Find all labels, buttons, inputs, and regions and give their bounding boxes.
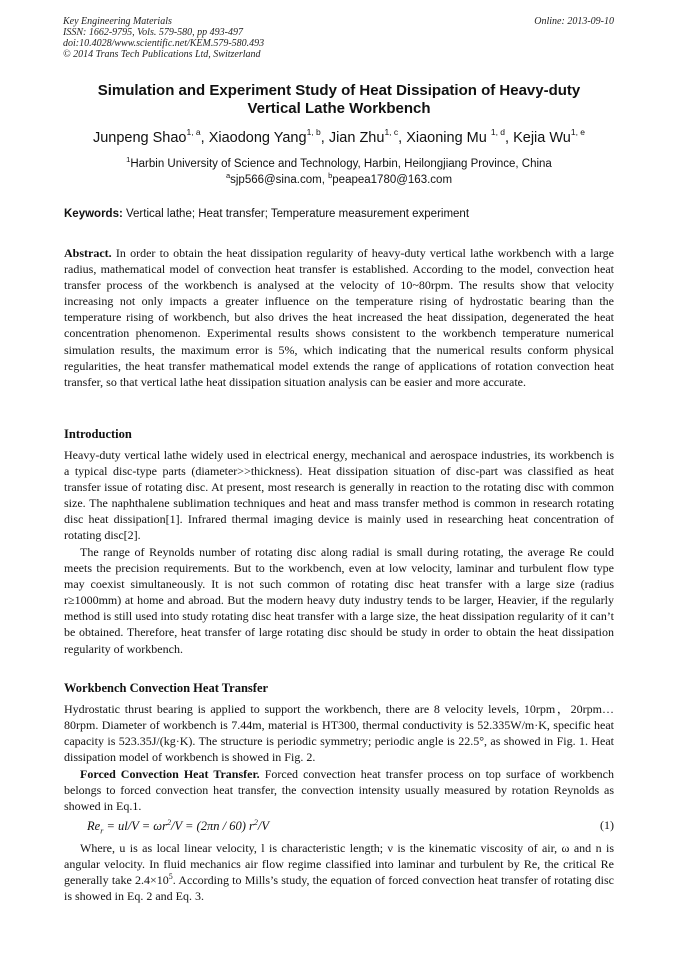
title-line-1: Simulation and Experiment Study of Heat Dissipation of Heavy-duty [97, 82, 581, 99]
copyright-line: © 2014 Trans Tech Publications Ltd, Switzerland [63, 49, 261, 60]
abstract-label: Abstract. [64, 246, 112, 260]
workbench-paragraph-3-text-b: . According to Mills’s study, the equation of forced convection heat transfer of rotating disc is showed in Eq. 2 and Eq. 3. [64, 873, 614, 904]
eq-part-3: /V [257, 819, 269, 834]
section-heading-introduction: Introduction [64, 427, 132, 441]
keywords [64, 208, 469, 220]
affiliation-text: Harbin University of Science and Technology, Harbin, Heilongjiang Province, China [130, 158, 552, 170]
email-a: sjp566@sina.com, [230, 174, 329, 186]
workbench-paragraph-2 [64, 766, 614, 814]
equation-number: (1) [600, 818, 614, 832]
doi-line: doi:10.4028/www.scientific.net/KEM.579-580.493 [63, 38, 265, 49]
workbench-paragraph-2-text: Forced convection heat transfer process on top surface of workbench belongs to forced convection heat transfer, the convection intensity usually measured by rotation Reynolds as showed in Eq.1. [64, 767, 615, 814]
issn-line: ISSN: 1662-9795, Vols. 579-580, pp 493-497 [63, 27, 243, 38]
author-sep: , [505, 130, 514, 146]
intro-paragraph-2-text: The range of Reynolds number of rotating disc along radial is small during rotating, the average Re could meets the precision requirements. But to the workbench, even at low velocity, laminar and turbulent flow type may coexist simultaneously. It is not such common of rotating disc heat transfer with a large size (radius r≥1000mm) at home and abroad. But the modern heavy duty industry tends to be larger, Heavier, if the regularly method is still used into study rotating disc heat transfer with a large size, the heat dissipation regularity of it can’t be obtained. Therefore, heat transfer of large rotating disc should be study in order to obtain the heat dissipation regularity of workbench. [64, 545, 614, 656]
keywords-text: Vertical lathe; Heat transfer; Temperature measurement experiment [122, 208, 470, 220]
affiliation [40, 157, 638, 171]
workbench-paragraph-1: Hydrostatic thrust bearing is applied to support the workbench, there are 8 velocity levels, 10rpm，20rpm…80rpm. Diameter of workbench is 7.44m, material is HT300, thermal conductivity is 52.335W/m·K, specific heat capacity is 523.35J/(kg·K). The structure is periodic symmetry; periodic angle is 22.5°, as showed in Fig. 1. Heat dissipation model of workbench is showed in Fig. 2. [64, 702, 614, 765]
subsection-label: Forced Convection Heat Transfer. [80, 767, 260, 781]
abstract-text: In order to obtain the heat dissipation regularity of heavy-duty vertical lathe workbench with a large radius, mathematical model of convection heat transfer is established. According to the model, convection heat transfer process of the workbench is analysed at the velocity of 10~80rpm. The results show that velocity increasing not only impacts a greater influence on the temperature rising of hydrostatic bearing than the temperature rising of workbench, but also drives the heat increased the heat dissipation, degenerated the heat concentration phenomenon. Experimental results shows consistent to the workbench temperature numerical simulation results, the maximum error is 5%, which indicating that the numerical results conform physical regularities, the heat transfer mathematical model extends the range of applications of rotation convection heat transfer, so that vertical lathe heat dissipation situation analysis can be easier and more accurate. [64, 246, 614, 389]
affiliation-number: 1 [126, 155, 131, 164]
keywords-label: Keywords: [64, 208, 123, 220]
online-date: Online: 2013-09-10 [534, 16, 614, 27]
author-affil: 1, a [186, 127, 201, 137]
author-sep: , [200, 130, 209, 146]
section-heading-workbench: Workbench Convection Heat Transfer [64, 681, 269, 695]
abstract [64, 245, 614, 390]
intro-paragraph-2 [64, 544, 614, 657]
eq-lhs-sub: r [100, 826, 104, 836]
author-sep: , [398, 130, 407, 146]
workbench-paragraph-3-text-a: Where, u is as local linear velocity, l is characteristic length; ν is the kinematic viscosity of air, ω and n is angular velocity. In fluid mechanics air flow regime classified into laminar and turbulent by Re, the critical Re generally take 2.4×10 [64, 841, 614, 888]
eq-part-2: /V = (2πn / 60) r [170, 819, 254, 834]
eq-sup-1: 2 [166, 818, 171, 827]
author-name: Jian Zhu [328, 130, 385, 146]
author-affil: 1, c [384, 127, 399, 137]
title-line-2: Vertical Lathe Workbench [247, 100, 431, 117]
author-name: Xiaodong Yang [208, 130, 307, 146]
workbench-paragraph-3 [64, 840, 614, 904]
author-name: Kejia Wu [513, 130, 571, 146]
eq-part-1: = ul/V = ωr [103, 819, 167, 834]
journal-name: Key Engineering Materials [63, 16, 172, 27]
author-name: Junpeng Shao [92, 130, 187, 146]
author-name: Xiaoning Mu [406, 130, 491, 146]
author-affil: 1, d [490, 127, 506, 137]
author-list [40, 128, 638, 148]
eq-sup-2: 2 [253, 818, 258, 827]
emails [40, 173, 638, 187]
author-affil: 1, e [570, 127, 586, 137]
paper-title [60, 82, 618, 118]
email-b: peapea1780@163.com [332, 174, 453, 186]
eq-lhs: Re [87, 819, 101, 834]
author-affil: 1, b [306, 127, 321, 137]
equation-1 [87, 818, 269, 836]
email-b-marker: b [328, 171, 333, 180]
author-sep: , [320, 130, 329, 146]
intro-paragraph-1: Heavy-duty vertical lathe widely used in electrical energy, mechanical and aerospace industries, its workbench is a typical disc-type parts (diameter>>thickness). Heat dissipation situation of disc-part was classified as heat transfer issue of rotating disc. At present, most research is generally in reaction to the rotating disc with common size. The naphthalene sublimation techniques and heat and mass transfer method is common in research rotating disc heat dissipation[1]. Infrared thermal imaging device is mainly used in researching heat concentration of rotating disc[2]. [64, 448, 614, 543]
exponent: 5 [168, 872, 173, 882]
email-a-marker: a [225, 171, 231, 180]
